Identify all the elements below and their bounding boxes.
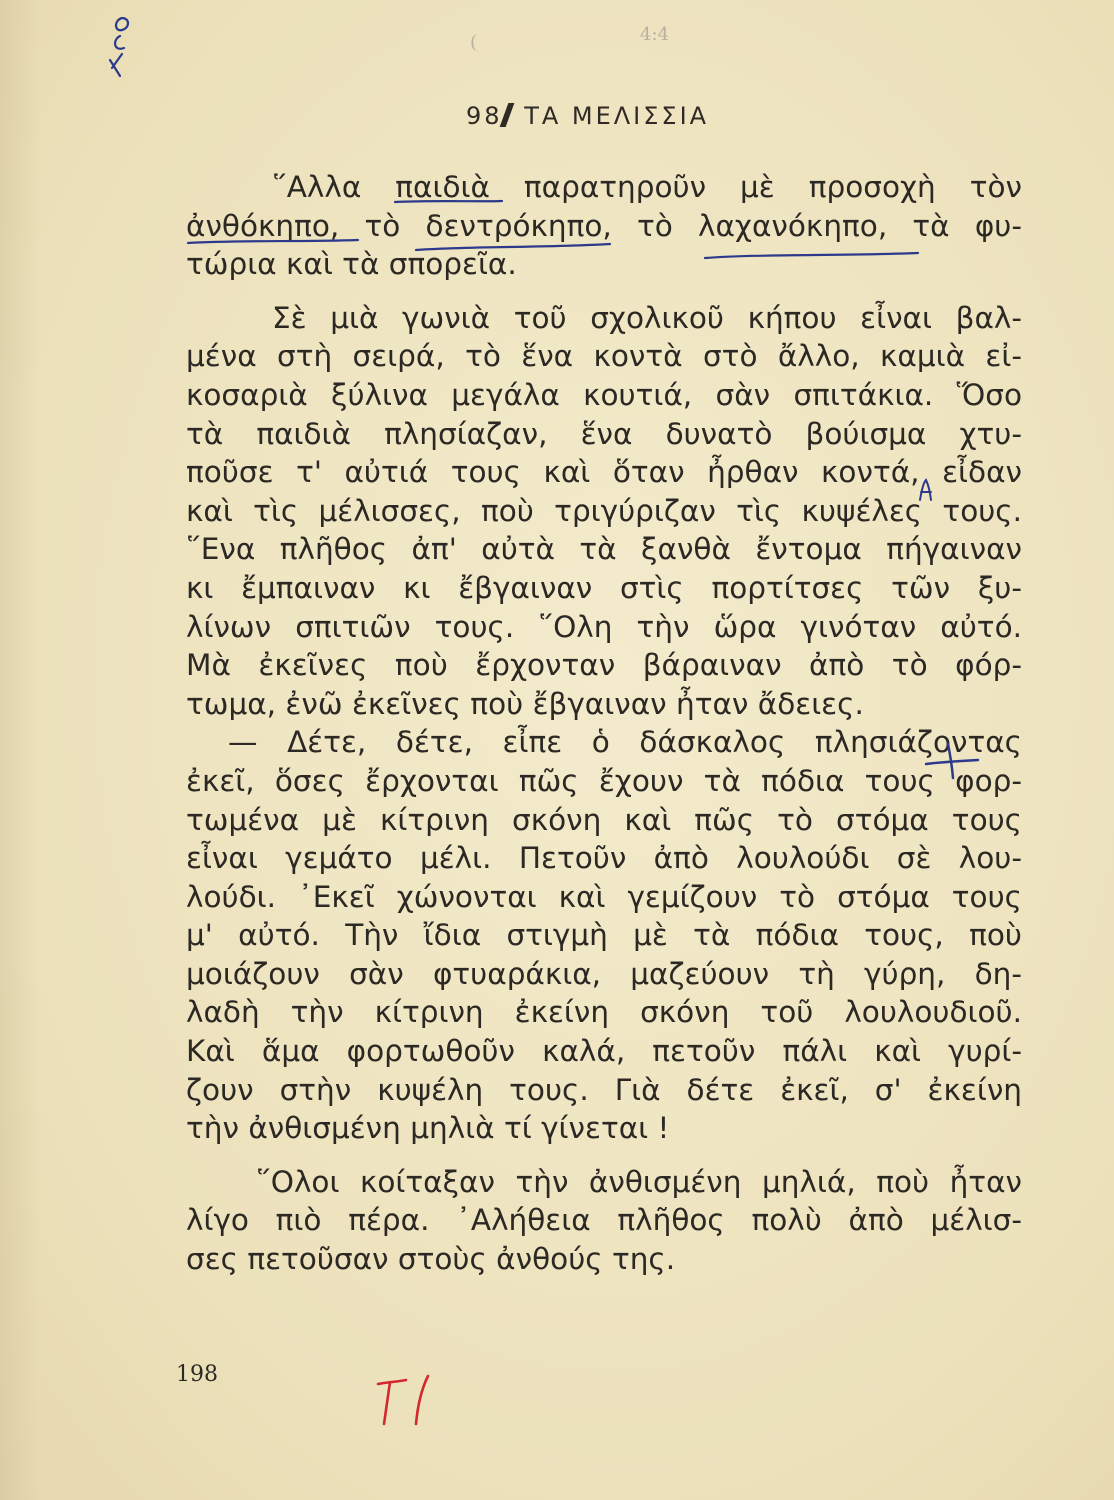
text-line: τὰ παιδιὰ πλησίαζαν, ἕνα δυνατὸ βούισμα χτυ- bbox=[186, 416, 1022, 451]
blue-margin-scribble bbox=[92, 6, 152, 96]
text-line: ἀνθόκηπο, τὸ δεντρόκηπο, τὸ λαχανόκηπο, τὰ φυ- bbox=[186, 208, 1022, 243]
text-line: μοιάζουν σὰν φτυαράκια, μαζεύουν τὴ γύρη, δη- bbox=[186, 956, 1022, 991]
paragraph-3 bbox=[186, 723, 1022, 1148]
text-line: λίνων σπιτιῶν τους. ῞Ολη τὴν ὥρα γινόταν αὐτό. bbox=[186, 609, 1022, 644]
text-line: λίγο πιὸ πέρα. ᾿Αλήθεια πλῆθος πολὺ ἀπὸ μέλισ- bbox=[186, 1203, 1022, 1238]
text-line: καὶ τὶς μέλισσες, ποὺ τριγύριζαν τὶς κυψέλες τους. bbox=[186, 493, 1022, 528]
page-number: 198 bbox=[176, 1362, 218, 1387]
text-line: Μὰ ἐκεῖνες ποὺ ἔρχονταν βάραιναν ἀπὸ τὸ φόρ- bbox=[186, 648, 1022, 683]
red-pen-mark bbox=[372, 1370, 442, 1430]
text-line: μ' αὐτό. Τὴν ἴδια στιγμὴ μὲ τὰ πόδια τους, ποὺ bbox=[186, 918, 1022, 953]
text-line: ποῦσε τ' αὐτιά τους καὶ ὅταν ἦρθαν κοντά, εἶδαν bbox=[186, 455, 1022, 490]
text-line: ῞Ενα πλῆθος ἀπ' αὐτὰ τὰ ξανθὰ ἔντομα πήγαιναν bbox=[186, 532, 1022, 567]
text-line: τὴν ἀνθισμένη μηλιὰ τί γίνεται ! bbox=[186, 1111, 670, 1146]
text-line: ἐκεῖ, ὅσες ἔρχονται πῶς ἔχουν τὰ πόδια τους φορ- bbox=[186, 763, 1022, 798]
paragraph-1 bbox=[186, 168, 1022, 284]
pencil-margin-mark: ( bbox=[470, 32, 478, 53]
text-line: ζουν στὴν κυψέλη τους. Γιὰ δέτε ἐκεῖ, σ' ἐκείνη bbox=[186, 1072, 1022, 1107]
text-line: τώρια καὶ τὰ σπορεῖα. bbox=[186, 247, 517, 282]
text-line: Καὶ ἅμα φορτωθοῦν καλά, πετοῦν πάλι καὶ γυρί- bbox=[186, 1034, 1022, 1069]
text-line: ῞Αλλα παιδιὰ παρατηροῦν μὲ προσοχὴ τὸν bbox=[272, 170, 1022, 204]
pencil-corner-mark: 4:4 bbox=[640, 24, 669, 45]
paragraph-2 bbox=[186, 299, 1022, 724]
text-line: τωμένα μὲ κίτρινη σκόνη καὶ πῶς τὸ στόμα τους bbox=[186, 802, 1022, 837]
text-line: κι ἔμπαιναν κι ἔβγαιναν στὶς πορτίτσες τῶν ξυ- bbox=[186, 570, 1022, 605]
text-line: Σὲ μιὰ γωνιὰ τοῦ σχολικοῦ κήπου εἶναι βαλ- bbox=[272, 300, 1022, 335]
text-line: μένα στὴ σειρά, τὸ ἕνα κοντὰ στὸ ἄλλο, καμιὰ εἰ- bbox=[186, 339, 1022, 374]
text-line: λούδι. ᾿Εκεῖ χώνονται καὶ γεμίζουν τὸ στόμα τους bbox=[186, 879, 1022, 914]
running-header bbox=[466, 102, 709, 130]
paragraph-4 bbox=[186, 1163, 1022, 1279]
text-line: — Δέτε, δέτε, εἶπε ὁ δάσκαλος πλησιάζοντας bbox=[228, 725, 1022, 760]
header-title: ΤΑ ΜΕΛΙΣΣΙΑ bbox=[524, 102, 710, 130]
header-page-ref: 98 bbox=[466, 102, 503, 130]
text-line: λαδὴ τὴν κίτρινη ἐκείνη σκόνη τοῦ λουλουδιοῦ. bbox=[186, 995, 1022, 1030]
text-line: σες πετοῦσαν στοὺς ἀνθούς της. bbox=[186, 1242, 676, 1277]
main-text bbox=[186, 168, 1022, 1279]
text-line: ῞Ολοι κοίταξαν τὴν ἀνθισμένη μηλιά, ποὺ ἦταν bbox=[256, 1164, 1022, 1199]
text-line: κοσαριὰ ξύλινα μεγάλα κουτιά, σὰν σπιτάκια. Ὅσο bbox=[186, 377, 1022, 412]
text-line: τωμα, ἐνῶ ἐκεῖνες ποὺ ἔβγαιναν ἦταν ἄδειες. bbox=[186, 686, 864, 721]
text-line: εἶναι γεμάτο μέλι. Πετοῦν ἀπὸ λουλούδι σὲ λου- bbox=[186, 841, 1022, 876]
